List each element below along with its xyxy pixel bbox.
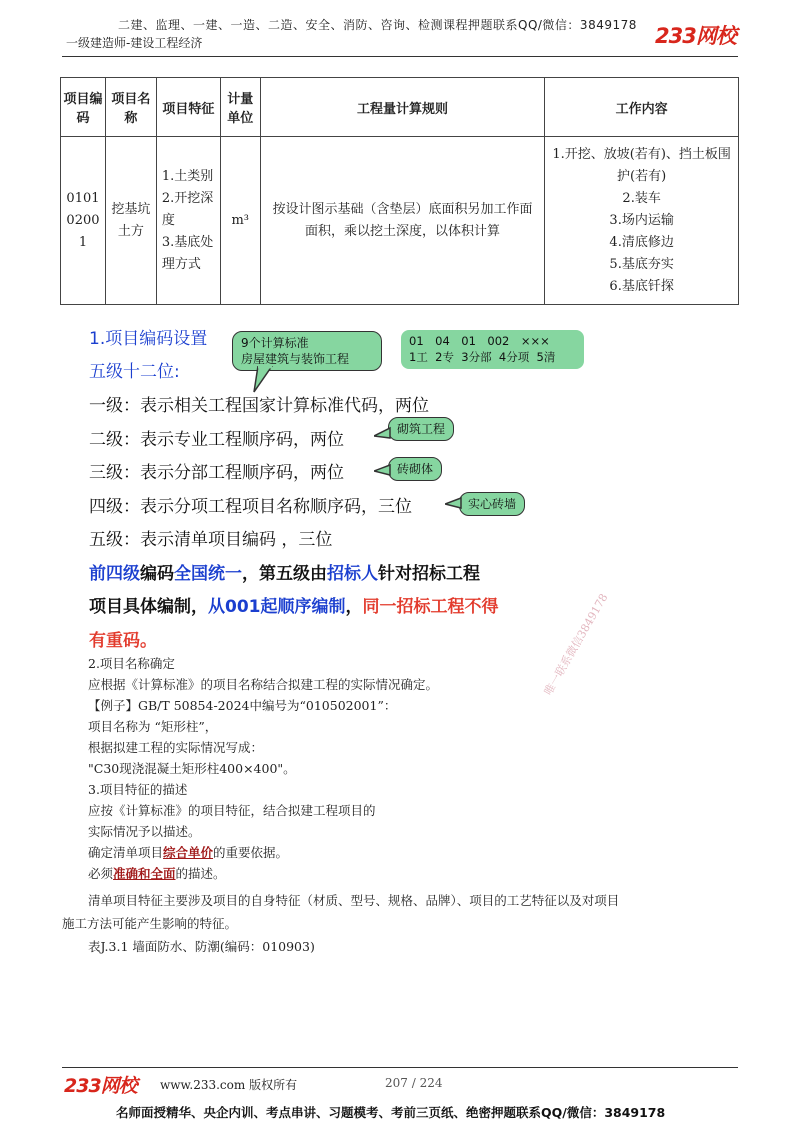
footer-divider bbox=[62, 1067, 738, 1068]
feature-item: 3.基底处理方式 bbox=[161, 234, 214, 272]
note-seg: ， bbox=[345, 597, 363, 617]
work-item: 5.基底夯实 bbox=[609, 256, 674, 272]
slide-title: 1.项目编码设置 bbox=[89, 329, 208, 349]
work-item: 2.装车 bbox=[622, 190, 661, 206]
bubble-tail bbox=[374, 463, 392, 479]
footer-ad-line: 名师面授精华、央企内训、考点串讲、习题模考、考前三页纸、绝密押题联系QQ/微信：3849178 bbox=[116, 1105, 666, 1120]
th-rule: 工程量计算规则 bbox=[260, 78, 545, 137]
text-seg: 的重要依据。 bbox=[213, 845, 289, 860]
section-2-title: 2.项目名称确定 bbox=[88, 656, 175, 671]
work-item: 6.基底钎探 bbox=[609, 278, 674, 294]
solid-wall-bubble: 实心砖墙 bbox=[459, 492, 525, 516]
note-seg: 编码 bbox=[140, 564, 174, 584]
cell-name: 挖基坑土方 bbox=[105, 137, 156, 305]
note-seg: 招标人 bbox=[327, 564, 378, 584]
body-line: 应根据《计算标准》的项目名称结合拟建工程的实际情况确定。 bbox=[88, 677, 439, 692]
cell-unit: m³ bbox=[220, 137, 260, 305]
table-row bbox=[61, 137, 739, 305]
body-line: 应按《计算标准》的项目特征，结合拟建工程项目的 bbox=[88, 803, 376, 818]
level-2: 二级：表示专业工程顺序码，两位 bbox=[89, 430, 344, 450]
header-divider bbox=[62, 56, 738, 57]
work-item: 1.开挖、放坡(若有)、挡土板围护(若有) bbox=[552, 146, 731, 184]
level-4: 四级：表示分项工程项目名称顺序码，三位 bbox=[89, 497, 412, 517]
th-features: 项目特征 bbox=[156, 78, 220, 137]
cell-code: 010102001 bbox=[61, 137, 106, 305]
th-name: 项目名称 bbox=[105, 78, 156, 137]
note-line-3: 有重码。 bbox=[89, 631, 157, 651]
page-number: 207 / 224 bbox=[385, 1076, 443, 1090]
work-item: 4.清底修边 bbox=[609, 234, 674, 250]
th-code: 项目编码 bbox=[61, 78, 106, 137]
body-line: 实际情况予以描述。 bbox=[88, 824, 201, 839]
header-logo: 233网校 bbox=[655, 24, 736, 48]
note-seg: 针对招标工程 bbox=[378, 564, 480, 584]
text-seg: 必须 bbox=[88, 866, 114, 881]
feature-item: 2.开挖深度 bbox=[161, 190, 214, 228]
code-example-box bbox=[401, 330, 584, 369]
text-seg: 的描述。 bbox=[175, 866, 226, 881]
standard-bubble bbox=[232, 331, 382, 371]
slide-subtitle: 五级十二位: bbox=[89, 362, 180, 382]
feature-item: 1.土类别 bbox=[161, 168, 214, 184]
spec-table bbox=[60, 77, 739, 305]
note-seg: 全国统一 bbox=[174, 564, 242, 584]
body-line: 根据拟建工程的实际情况写成： bbox=[88, 740, 264, 755]
masonry-bubble: 砌筑工程 bbox=[388, 417, 454, 441]
cell-work bbox=[545, 137, 739, 305]
section-3-title: 3.项目特征的描述 bbox=[88, 782, 188, 797]
bubble-tail bbox=[374, 426, 392, 442]
level-1: 一级：表示相关工程国家计算标准代码，两位 bbox=[89, 396, 429, 416]
bubble-line: 9个计算标准 bbox=[241, 336, 309, 350]
note-line-1 bbox=[89, 559, 480, 584]
bubble-tail bbox=[250, 366, 280, 394]
level-5: 五级：表示清单项目编码 ，三位 bbox=[89, 530, 333, 550]
body-line bbox=[88, 864, 226, 884]
body-line: 清单项目特征主要涉及项目的自身特征（材质、型号、规格、品牌）、项目的工艺特征以及对项目 bbox=[88, 893, 620, 908]
note-line-2 bbox=[89, 592, 499, 617]
code-digits: 01 04 01 002 ××× bbox=[409, 334, 550, 348]
table-header-row bbox=[61, 78, 739, 137]
footer-site: www.233.com 版权所有 bbox=[160, 1078, 298, 1092]
note-seg: 项目具体编制， bbox=[89, 597, 208, 617]
body-line bbox=[88, 843, 288, 863]
body-line: 施工方法可能产生影响的特征。 bbox=[62, 916, 238, 931]
bubble-tail bbox=[445, 496, 463, 512]
bubble-line: 房屋建筑与装饰工程 bbox=[241, 352, 350, 366]
work-item: 3.场内运输 bbox=[609, 212, 674, 228]
header-ad-line: 二建、监理、一建、一造、二造、安全、消防、咨询、检测课程押题联系QQ/微信：3849178 bbox=[118, 18, 637, 32]
cell-features bbox=[156, 137, 220, 305]
level-3: 三级：表示分部工程顺序码，两位 bbox=[89, 463, 344, 483]
cell-rule: 按设计图示基础（含垫层）底面积另加工作面面积，乘以挖土深度，以体积计算 bbox=[260, 137, 545, 305]
emphasis-text: 综合单价 bbox=[163, 845, 214, 860]
table-reference: 表J.3.1 墙面防水、防潮(编码：010903) bbox=[88, 939, 315, 954]
brick-bubble: 砖砌体 bbox=[388, 457, 442, 481]
th-work: 工作内容 bbox=[545, 78, 739, 137]
code-legend: 1工 2专 3分部 4分项 5清 bbox=[409, 350, 556, 364]
header-subtitle: 一级建造师-建设工程经济 bbox=[66, 36, 203, 50]
footer-logo: 233网校 bbox=[64, 1075, 137, 1097]
watermark: 唯一联系微信3849178 bbox=[541, 591, 611, 698]
body-line: "C30现浇混凝土矩形柱400×400"。 bbox=[88, 761, 296, 776]
note-seg: 前四级 bbox=[89, 564, 140, 584]
text-seg: 确定清单项目 bbox=[88, 845, 164, 860]
note-seg: ，第五级由 bbox=[242, 564, 327, 584]
body-line: 【例子】GB/T 50854-2024中编号为“010502001”： bbox=[88, 698, 397, 713]
note-seg: 从001起顺序编制 bbox=[208, 597, 346, 617]
th-unit: 计量单位 bbox=[220, 78, 260, 137]
body-line: 项目名称为 “矩形柱”， bbox=[88, 719, 218, 734]
emphasis-text: 准确和全面 bbox=[113, 866, 176, 881]
note-seg: 同一招标工程不得 bbox=[362, 597, 499, 617]
